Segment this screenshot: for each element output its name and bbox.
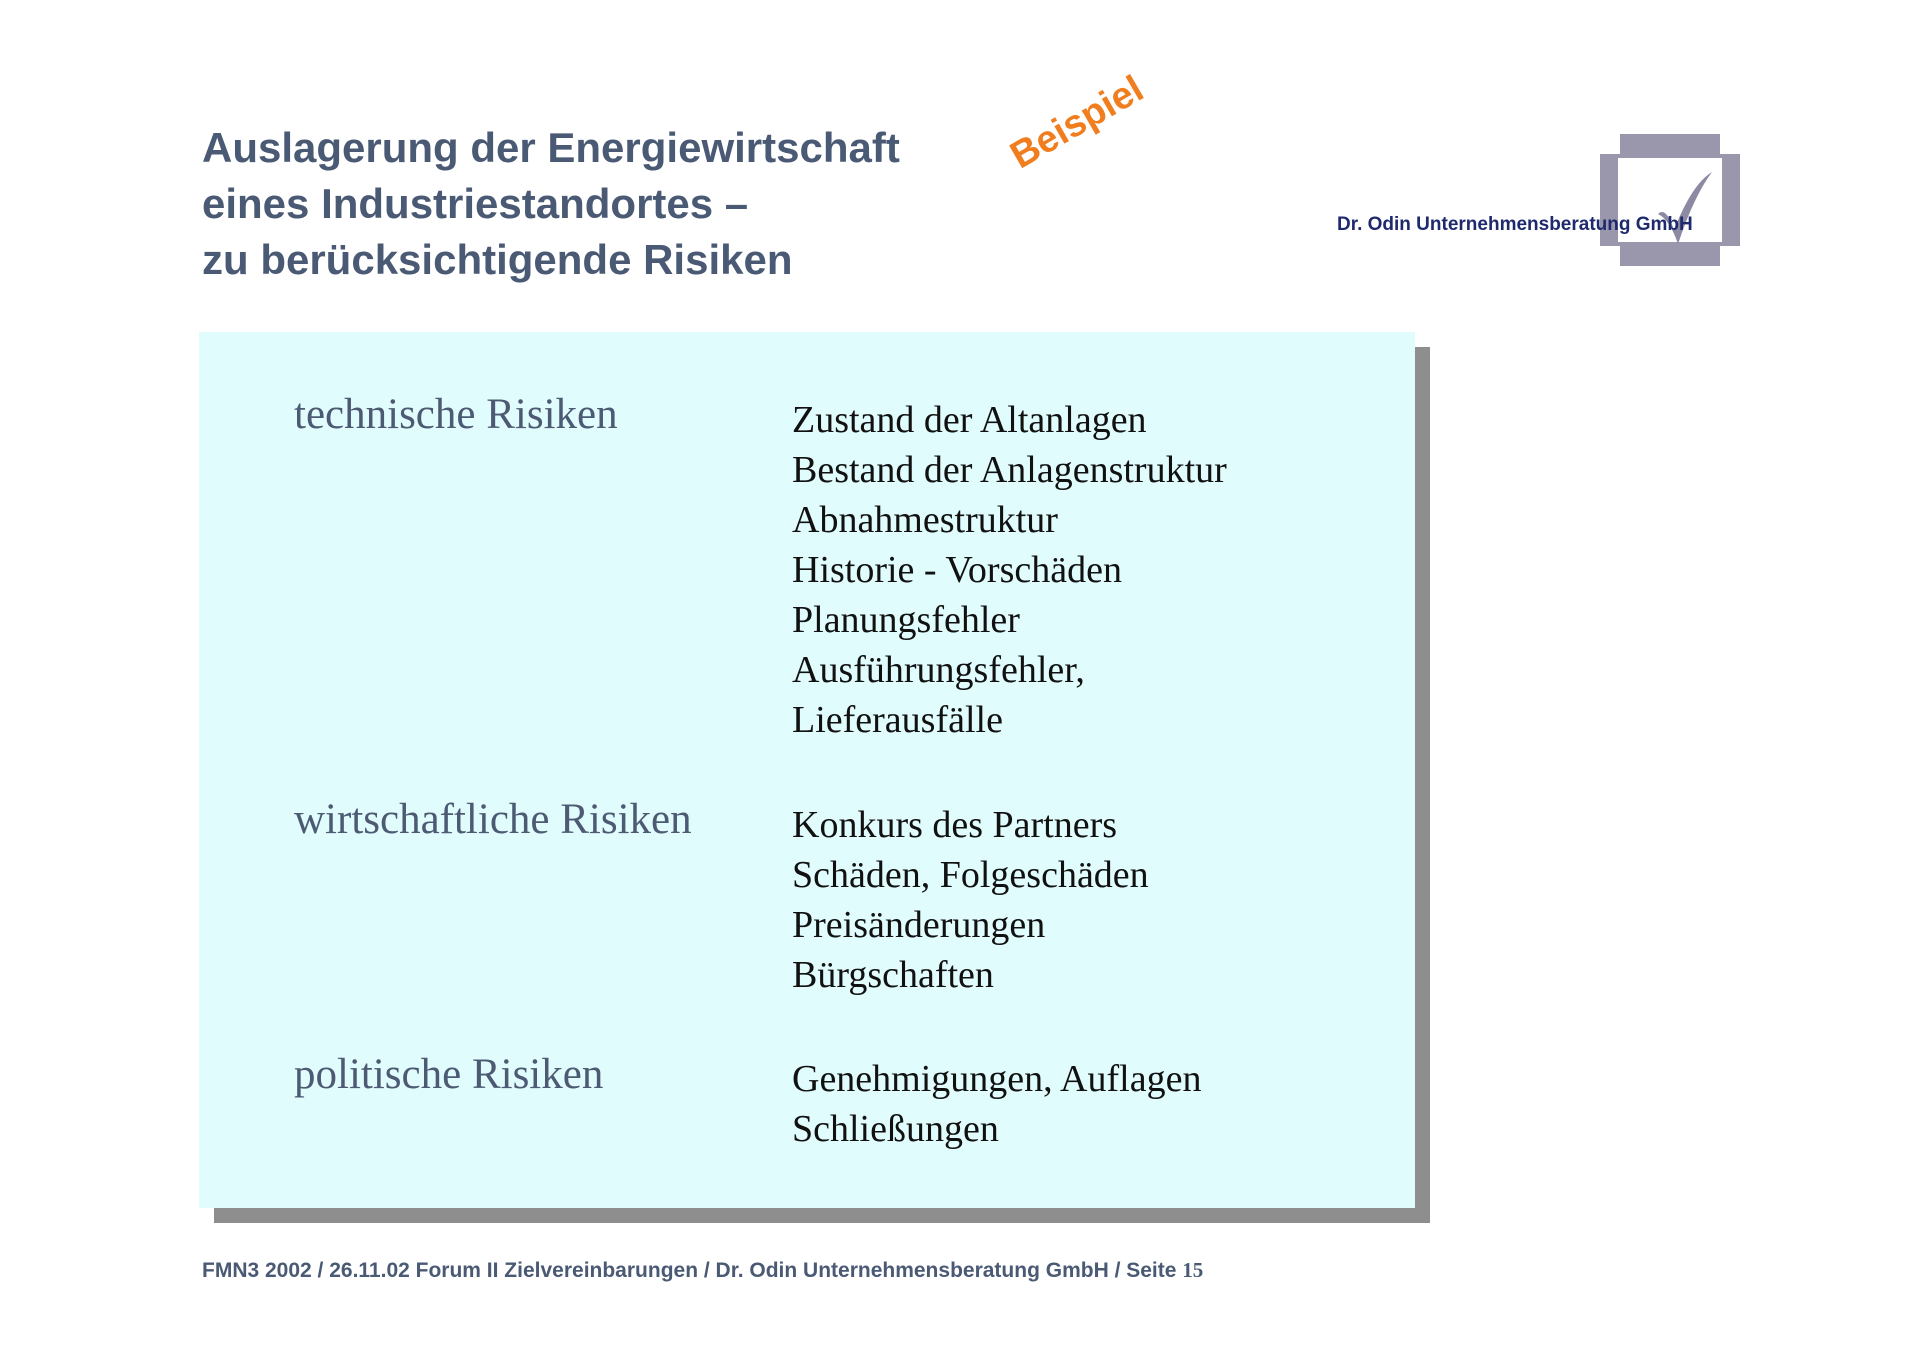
risk-item: Zustand der Altanlagen [792,399,1147,441]
example-stamp: Beispiel [1003,67,1151,178]
slide-title-line-3: zu berücksichtigende Risiken [202,236,793,283]
page-number: 15 [1182,1258,1204,1282]
slide-footer [202,1258,1203,1283]
risk-item: Schäden, Folgeschäden [792,854,1149,896]
risk-item: Lieferausfälle [792,699,1003,741]
slide-title-line-1: Auslagerung der Energiewirtschaft [202,124,900,171]
slide-title-line-2: eines Industriestandortes – [202,180,749,227]
risk-category-economic: wirtschaftliche Risiken [294,796,692,843]
slide-title [202,120,900,288]
risk-item: Bürgschaften [792,954,994,996]
risk-item: Preisänderungen [792,904,1046,946]
risk-item: Planungsfehler [792,599,1020,641]
risk-item: Abnahmestruktur [792,499,1058,541]
checkmark-square-logo-icon [1600,134,1740,266]
risk-item: Genehmigungen, Auflagen [792,1058,1202,1100]
risk-items-economic [792,800,1149,1000]
risk-item: Ausführungsfehler, [792,649,1085,691]
footer-text: FMN3 2002 / 26.11.02 Forum II Zielvereinbarungen / Dr. Odin Unternehmensberatung GmbH / Seite [202,1259,1183,1282]
company-logo-text: Dr. Odin Unternehmensberatung GmbH [1337,214,1693,235]
risk-item: Historie - Vorschäden [792,549,1122,591]
risk-category-political: politische Risiken [294,1051,604,1098]
risk-category-technical: technische Risiken [294,391,618,438]
risk-item: Schließungen [792,1108,999,1150]
risk-item: Konkurs des Partners [792,804,1118,846]
risk-item: Bestand der Anlagenstruktur [792,449,1227,491]
risk-items-technical [792,395,1227,745]
risk-items-political [792,1054,1201,1154]
